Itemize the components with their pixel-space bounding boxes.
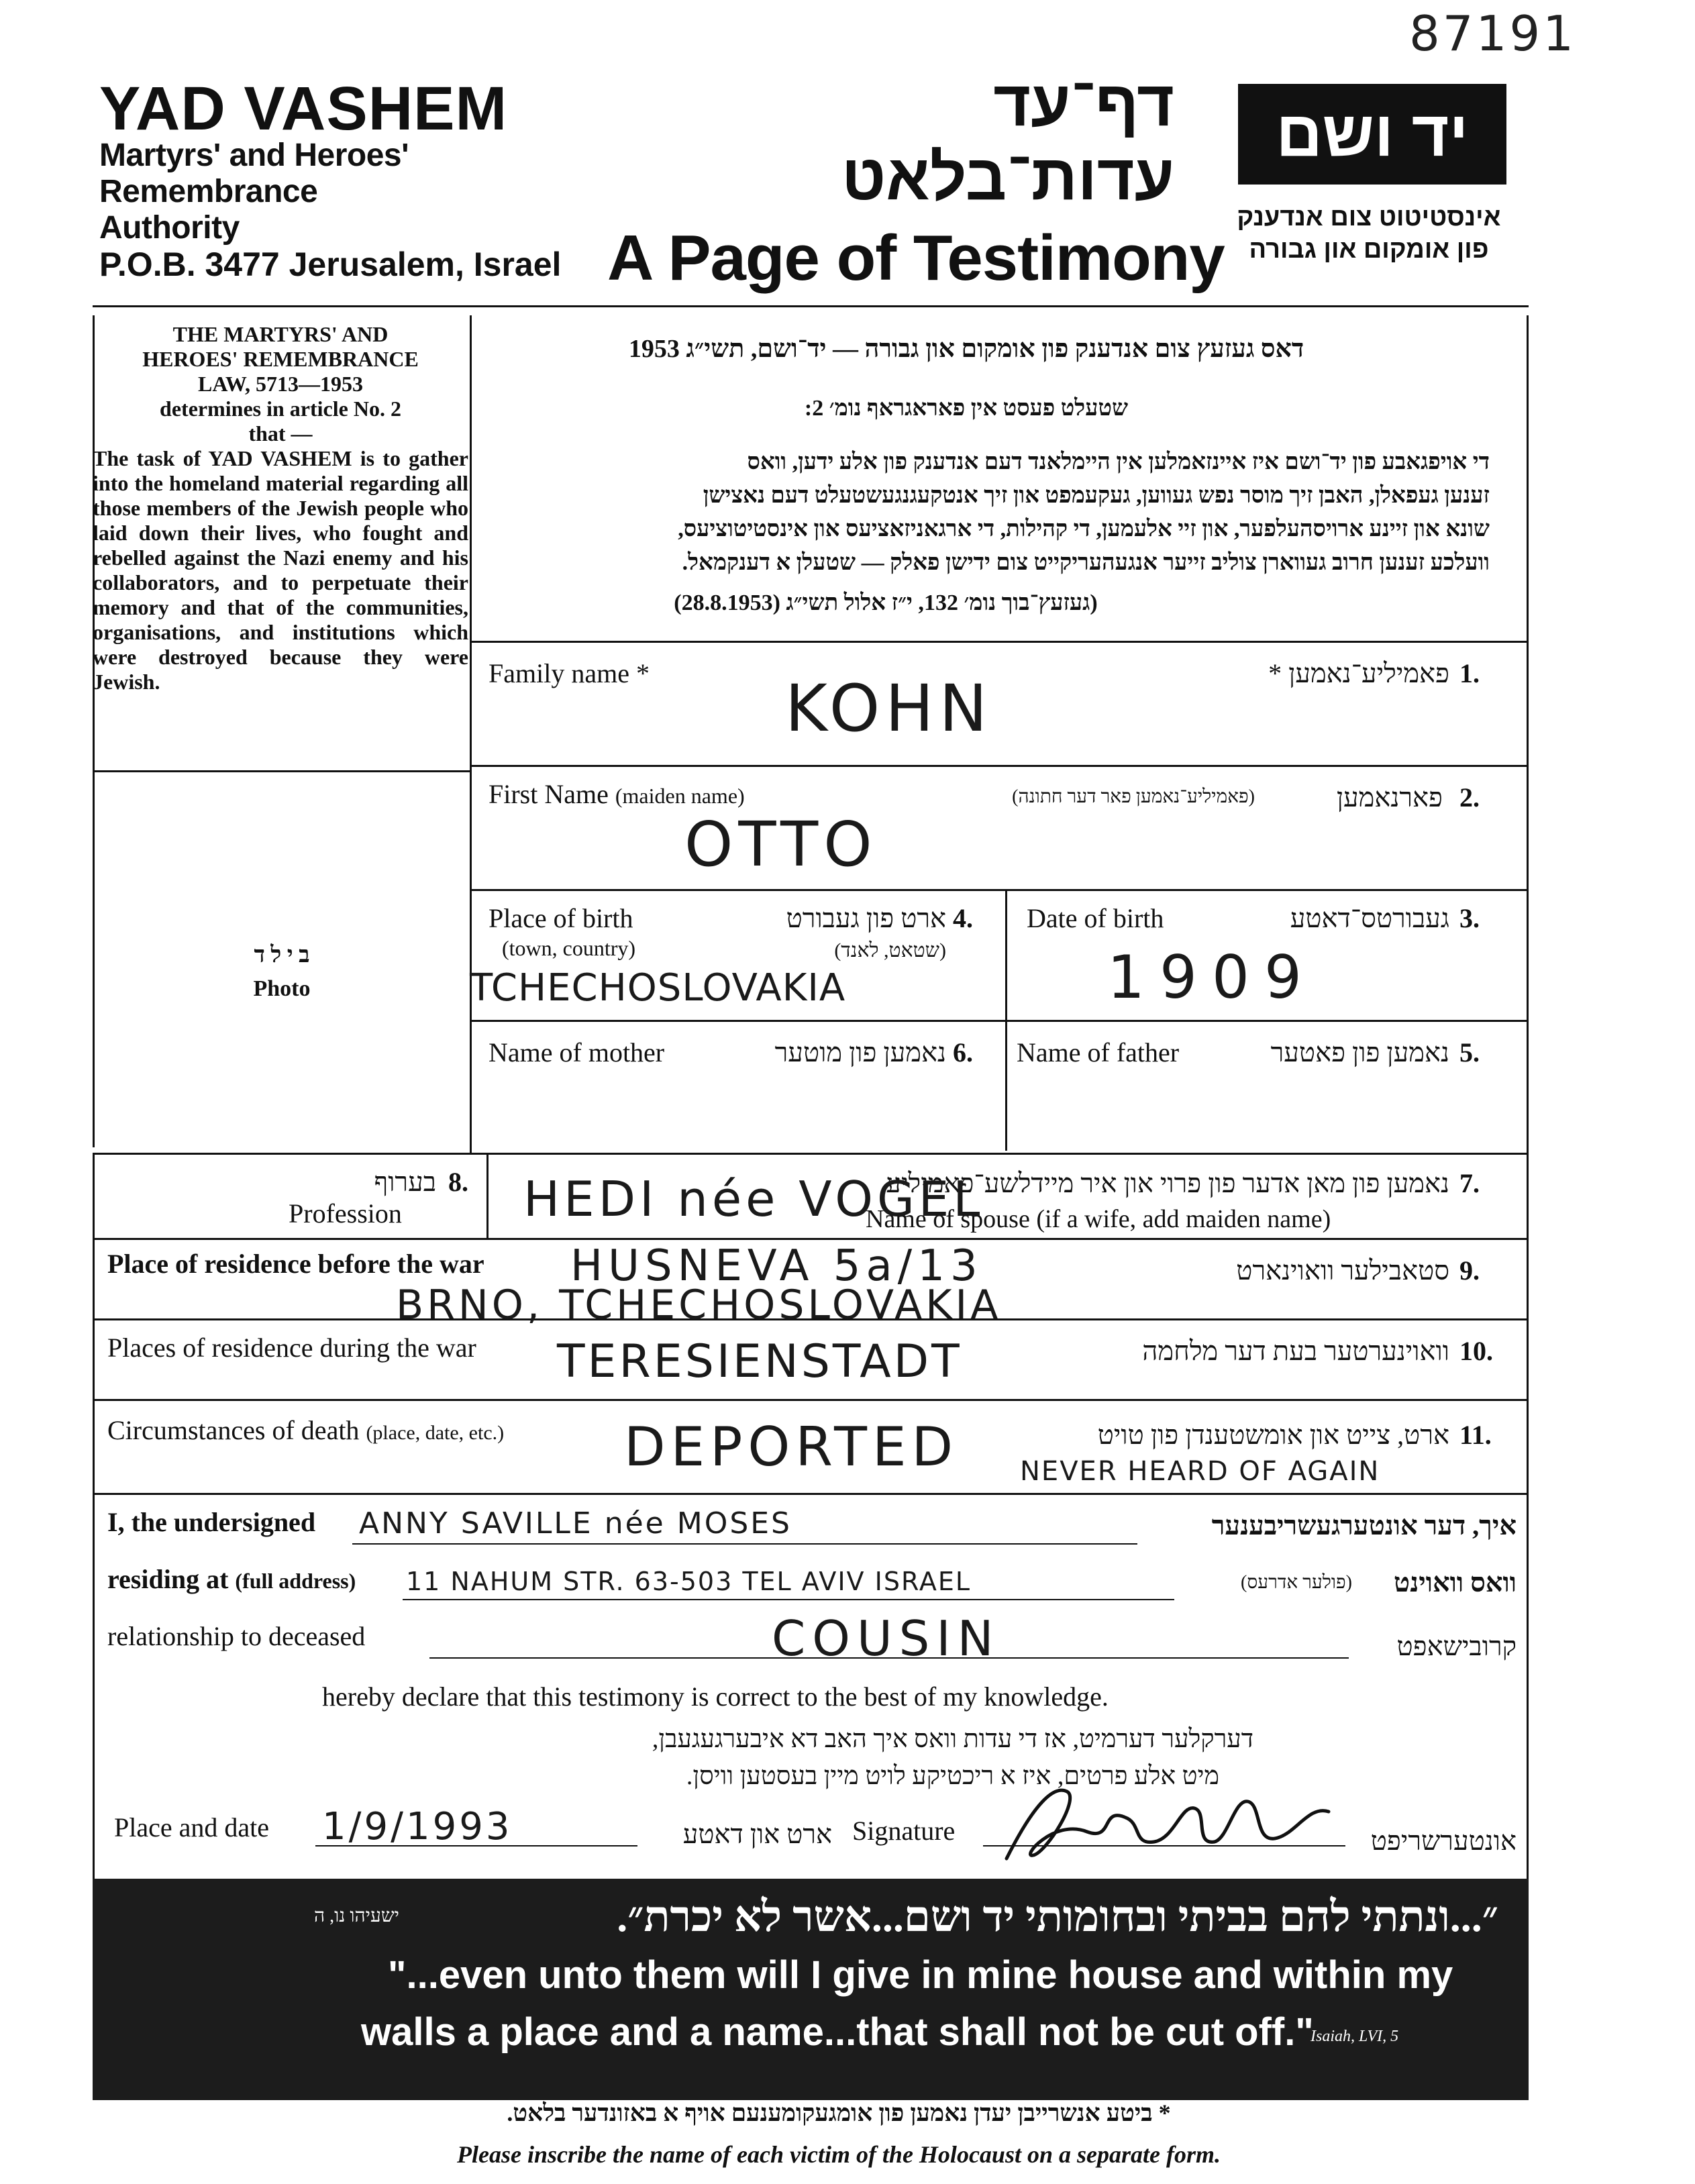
row-line-1 bbox=[470, 641, 1529, 643]
row-line-9 bbox=[93, 1493, 1529, 1495]
undersigned-label-hebrew: איך, דער אונטערגעשריבענער bbox=[1211, 1510, 1517, 1541]
org-title: YAD VASHEM bbox=[99, 74, 508, 143]
banner-hebrew-reference: ישעיהו נו, ה bbox=[314, 1906, 399, 1926]
signature-label-hebrew: אונטערשריפט bbox=[1370, 1826, 1517, 1856]
law-photo-divider bbox=[93, 770, 470, 772]
name-of-father-number: 5. bbox=[1459, 1037, 1480, 1068]
undersigned-label: I, the undersigned bbox=[107, 1507, 316, 1537]
law-task-text: The task of YAD VASHEM is to gather into the homeland material regarding all those members of the Jewish people who laid down their lives, who fought and rebelled against the Nazi enemy and his collaborators, and to perpetuate their memory and that of the communities, organisations, and institutions which were destroyed because they were Jewish. bbox=[93, 446, 468, 694]
date-of-birth-number: 3. bbox=[1459, 903, 1480, 933]
place-date-value[interactable]: 1/9/1993 bbox=[322, 1805, 513, 1849]
circumstances-value-1[interactable]: DEPORTED bbox=[624, 1416, 959, 1478]
banner-english-reference: Isaiah, LVI, 5 bbox=[1311, 2028, 1399, 2045]
spouse-number: 7. bbox=[1459, 1168, 1480, 1198]
residing-label-main: residing at bbox=[107, 1564, 229, 1594]
place-of-birth-value[interactable]: TCHECHOSLOVAKIA bbox=[470, 966, 846, 1010]
residence-before-label-hebrew: סטאבילער וואוינארט bbox=[1236, 1255, 1449, 1286]
date-of-birth-value[interactable]: 1909 bbox=[1107, 943, 1317, 1012]
row-line-3 bbox=[470, 889, 1529, 891]
scripture-banner bbox=[93, 1879, 1529, 2100]
row-line-5 bbox=[93, 1153, 1529, 1155]
col-line-profession bbox=[486, 1153, 489, 1240]
photo-label-hebrew: ב י ל ד bbox=[254, 943, 310, 968]
signature-scribble[interactable] bbox=[993, 1778, 1342, 1872]
residing-underline bbox=[403, 1599, 1174, 1600]
circumstances-number: 11. bbox=[1459, 1420, 1492, 1450]
family-name-label-hebrew: פאמיליע־נאמען * bbox=[1268, 658, 1449, 688]
declaration-hebrew-1: דערקלער דערמיט, אז די עדות וואס איך האב דא איבערגעגעבן, bbox=[652, 1725, 1254, 1753]
circumstances-label-main: Circumstances of death bbox=[107, 1415, 360, 1445]
row-line-6 bbox=[93, 1238, 1529, 1240]
residence-during-number: 10. bbox=[1459, 1336, 1493, 1366]
logo-subtitle-line-2: פון אומקום און גבורה bbox=[1249, 236, 1489, 264]
place-date-label-hebrew: ארט און דאטע bbox=[682, 1819, 832, 1849]
first-name-label-sub: (maiden name) bbox=[615, 784, 745, 808]
family-name-label: Family name * bbox=[489, 658, 650, 688]
law-heb-line-5: שונא און זיינע ארויסהעלפער, און זיי אלעמען, די קהילות, די ארגאניזאציעס און אינסטיטוציעס, bbox=[678, 517, 1490, 541]
org-subtitle bbox=[99, 138, 409, 246]
left-border-bottom bbox=[93, 1154, 95, 1879]
family-name-number: 1. bbox=[1459, 658, 1480, 688]
place-of-birth-label-hebrew-sub: (שטאט, לאנד) bbox=[834, 939, 946, 961]
footer-note: Please inscribe the name of each victim of the Holocaust on a separate form. bbox=[457, 2141, 1221, 2168]
law-heb-line-7: (געזעץ־בוך נומ׳ 132, י״ז אלול תשי״ג (28.8.1953) bbox=[674, 590, 1098, 615]
place-of-birth-label-hebrew: ארט פון געבורט bbox=[786, 903, 946, 933]
relationship-label: relationship to deceased bbox=[107, 1621, 366, 1651]
law-line-5: that — bbox=[248, 421, 313, 446]
law-column-divider bbox=[470, 315, 472, 1154]
name-of-mother-label: Name of mother bbox=[489, 1037, 665, 1068]
first-name-label-hebrew: פארנאמען bbox=[1336, 782, 1443, 813]
undersigned-underline bbox=[352, 1543, 1137, 1545]
law-heb-line-6: וועלכע זענען חרוב געווארן צוליב זייער אנגעהעריקייט צום ידישן פאלק — שטעלן א דענקמאל. bbox=[682, 550, 1490, 575]
banner-english-quote-2: walls a place and a name...that shall not be cut off." bbox=[361, 2010, 1314, 2054]
name-of-father-label-hebrew: נאמען פון פאטער bbox=[1270, 1037, 1449, 1068]
org-subtitle-line-3: Authority bbox=[99, 210, 240, 246]
org-subtitle-line-2: Remembrance bbox=[99, 174, 318, 209]
residence-before-number: 9. bbox=[1459, 1255, 1480, 1286]
date-of-birth-label: Date of birth bbox=[1027, 903, 1164, 933]
place-of-birth-label: Place of birth bbox=[489, 903, 633, 933]
row-line-4 bbox=[470, 1020, 1529, 1022]
circumstances-value-2[interactable]: NEVER HEARD OF AGAIN bbox=[1020, 1456, 1380, 1487]
banner-english-quote-1: "...even unto them will I give in mine house and within my bbox=[388, 1953, 1453, 1997]
first-name-label-main: First Name bbox=[489, 779, 609, 809]
residence-during-label: Places of residence during the war bbox=[107, 1333, 476, 1363]
profession-number: 8. bbox=[448, 1167, 468, 1197]
org-address: P.O.B. 3477 Jerusalem, Israel bbox=[99, 246, 562, 283]
law-line-4: determines in article No. 2 bbox=[160, 397, 401, 421]
residing-label-hebrew: וואס וואוינט bbox=[1394, 1567, 1517, 1598]
residing-label-hebrew-sub: (פולער אדרעס) bbox=[1241, 1572, 1352, 1593]
law-line-2: HEROES' REMEMBRANCE bbox=[142, 347, 419, 371]
relationship-value[interactable]: COUSIN bbox=[772, 1610, 1000, 1667]
place-of-birth-number: 4. bbox=[953, 903, 973, 933]
date-of-birth-label-hebrew: געבורטס־דאטע bbox=[1290, 903, 1449, 933]
profession-label: Profession bbox=[289, 1198, 402, 1229]
name-of-mother-label-hebrew: נאמען פון מוטער bbox=[774, 1037, 946, 1068]
yad-vashem-logo: יד ושם bbox=[1238, 84, 1506, 185]
logo-subtitle-line-1: אינסטיטוט צום אנדענק bbox=[1237, 203, 1501, 231]
yiddish-title: עדות־בלאט bbox=[841, 142, 1174, 213]
place-of-birth-label-sub: (town, country) bbox=[502, 936, 636, 960]
first-name-label-hebrew-sub: (פאמיליע־נאמען פאר דער חתונה) bbox=[1012, 786, 1255, 807]
footer-note-hebrew: * ביטע אנשרייבן יעדן נאמען פון אומגעקומענעם אויף א באזונדער בלאט. bbox=[507, 2099, 1171, 2126]
declaration-statement: hereby declare that this testimony is correct to the best of my knowledge. bbox=[322, 1681, 1109, 1712]
row-line-8 bbox=[93, 1399, 1529, 1401]
name-of-father-label: Name of father bbox=[1017, 1037, 1180, 1068]
circumstances-label-hebrew: ארט, צייט און אומשטענדן פון טויט bbox=[1097, 1420, 1449, 1450]
first-name-number: 2. bbox=[1459, 782, 1480, 813]
law-heb-line-4: זענען געפאלן, האבן זיך מוסר נפש געווען, געקעמפט און זיך אנטקעגנגעשטעלט דעם נאצישן bbox=[703, 483, 1490, 508]
residence-during-value[interactable]: TERESIENSTADT bbox=[557, 1335, 962, 1388]
photo-label: Photo bbox=[253, 976, 311, 1001]
residence-during-label-hebrew: וואוינערטער בעת דער מלחמה bbox=[1142, 1336, 1449, 1366]
law-heb-line-2: שטעלט פעסט אין פאראגראף נומ׳ 2: bbox=[804, 396, 1129, 421]
banner-hebrew-quote: ״...ונתתי להם בביתי ובחומותי יד ושם...אשר לא יכרת״. bbox=[617, 1893, 1498, 1940]
document-number: 87191 bbox=[1409, 5, 1577, 62]
spouse-label-hebrew: נאמען פון מאן אדער פון פרוי און איר מיידלשע־פאמיליע bbox=[886, 1168, 1449, 1198]
residence-before-value-1[interactable]: HUSNEVA 5a/13 bbox=[570, 1241, 983, 1291]
residing-label-sub: (full address) bbox=[235, 1569, 356, 1593]
hebrew-title: דף־עד bbox=[993, 68, 1174, 140]
spouse-label: Name of spouse (if a wife, add maiden name) bbox=[866, 1205, 1331, 1233]
org-subtitle-line-1: Martyrs' and Heroes' bbox=[99, 138, 409, 173]
name-of-mother-number: 6. bbox=[953, 1037, 973, 1068]
law-panel bbox=[93, 322, 468, 694]
logo-subtitle bbox=[1228, 201, 1510, 266]
residence-before-value-2[interactable]: BRNO, TCHECHOSLOVAKIA bbox=[396, 1282, 1002, 1329]
law-line-3: LAW, 5713—1953 bbox=[198, 372, 363, 396]
residing-label bbox=[107, 1563, 356, 1595]
spouse-value[interactable]: HEDI née VOGEL bbox=[523, 1171, 984, 1227]
first-name-label bbox=[489, 778, 745, 810]
residence-before-label: Place of residence before the war bbox=[107, 1249, 484, 1279]
page-title: A Page of Testimony bbox=[607, 222, 1225, 294]
law-heb-title: דאס געזעץ צום אנדענק פון אומקום און גבורה — יד־ושם, תשי״ג 1953 bbox=[628, 335, 1304, 363]
profession-label-hebrew: בערוף bbox=[374, 1167, 436, 1197]
law-heb-line-3: די אויפגאבע פון יד־ושם איז איינזאמלען אין היימלאנד דעם אנדענק פון אלע ידען, וואס bbox=[747, 450, 1490, 474]
declaration-hebrew-2: מיט אלע פרטים, איז א ריכטיקע לויט מיין בעסטען וויסן. bbox=[686, 1762, 1220, 1790]
place-date-label: Place and date bbox=[114, 1812, 269, 1842]
first-name-value[interactable]: OTTO bbox=[684, 809, 878, 880]
law-line-1: THE MARTYRS' AND bbox=[172, 322, 389, 346]
circumstances-label-sub: (place, date, etc.) bbox=[366, 1422, 505, 1444]
right-border bbox=[1527, 315, 1529, 1879]
relationship-label-hebrew: קרובישאפט bbox=[1396, 1631, 1517, 1661]
signature-label: Signature bbox=[852, 1816, 956, 1846]
header-divider bbox=[93, 305, 1529, 307]
undersigned-value[interactable]: ANNY SAVILLE née MOSES bbox=[359, 1506, 792, 1541]
family-name-value[interactable]: KOHN bbox=[785, 671, 993, 746]
residing-value[interactable]: 11 NAHUM STR. 63-503 TEL AVIV ISRAEL bbox=[406, 1567, 972, 1596]
circumstances-label bbox=[107, 1414, 504, 1446]
row-line-2 bbox=[470, 765, 1529, 767]
